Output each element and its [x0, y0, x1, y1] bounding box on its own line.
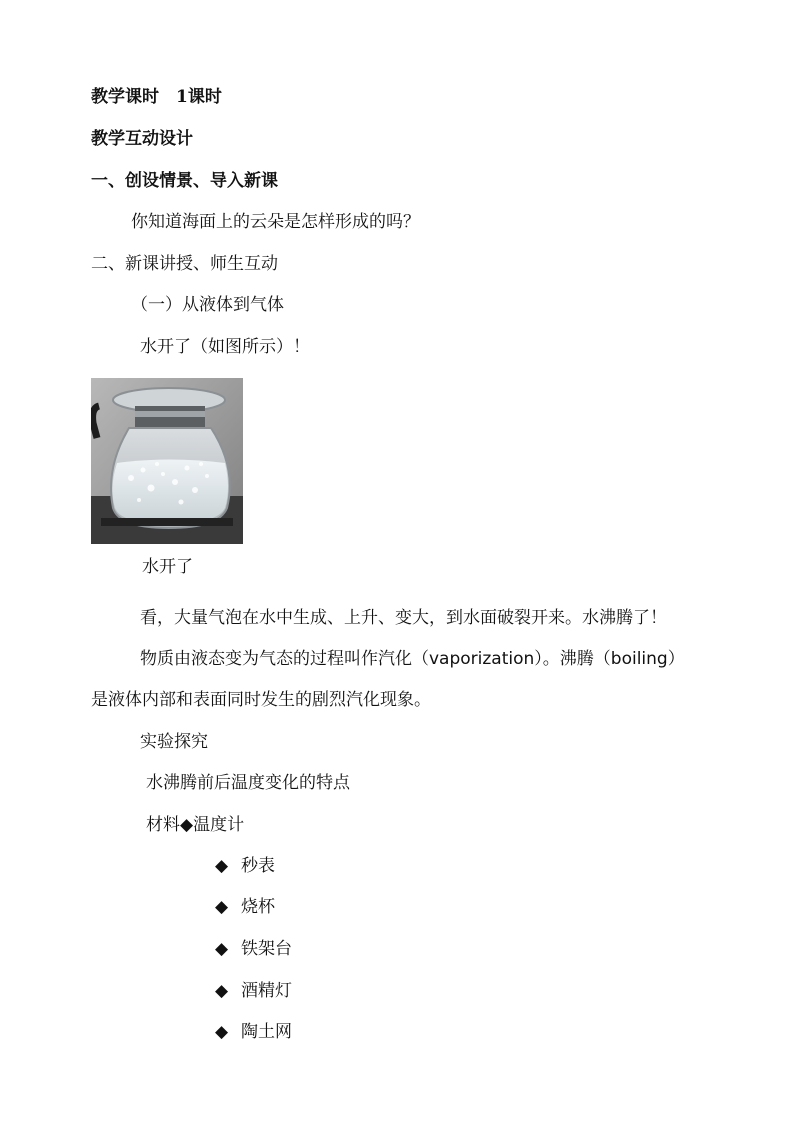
section2-heading: 二、新课讲授、师生互动	[91, 254, 278, 274]
bubbles-paragraph: 看，大量气泡在水中生成、上升、变大，到水面破裂开来。水沸腾了！	[140, 608, 667, 628]
boiling-kettle-photo	[91, 378, 243, 544]
materials-label: 材料◆温度计	[146, 815, 245, 835]
design-title: 教学互动设计	[91, 129, 193, 149]
diamond-bullet-icon: ◆	[215, 939, 229, 959]
sub-heading: （一）从液体到气体	[131, 295, 284, 315]
experiment-topic: 水沸腾前后温度变化的特点	[146, 773, 350, 793]
diamond-bullet-icon: ◆	[215, 856, 229, 876]
material-item: ◆ 烧杯	[215, 897, 275, 917]
experiment-title: 实验探究	[140, 732, 208, 752]
diamond-bullet-icon: ◆	[215, 1022, 229, 1042]
boiling-intro: 水开了（如图所示）！	[140, 337, 310, 357]
vaporization-line2: 是液体内部和表面同时发生的剧烈汽化现象。	[91, 690, 431, 710]
material-item: ◆ 秒表	[215, 856, 275, 876]
diamond-bullet-icon: ◆	[215, 897, 229, 917]
material-item: ◆ 铁架台	[215, 939, 292, 959]
intro-question: 你知道海面上的云朵是怎样形成的吗？	[131, 212, 420, 232]
material-item: ◆ 陶土网	[215, 1022, 292, 1042]
figure-caption: 水开了	[142, 557, 193, 577]
material-item: ◆ 酒精灯	[215, 981, 292, 1001]
section1-heading: 一、创设情景、导入新课	[91, 171, 278, 191]
lesson-hours: 教学课时 1课时	[91, 87, 222, 107]
vaporization-line1: 物质由液态变为气态的过程叫作汽化（vaporization）。沸腾（boiling）	[140, 649, 685, 669]
diamond-bullet-icon: ◆	[215, 981, 229, 1001]
kettle-illustration	[91, 378, 243, 544]
